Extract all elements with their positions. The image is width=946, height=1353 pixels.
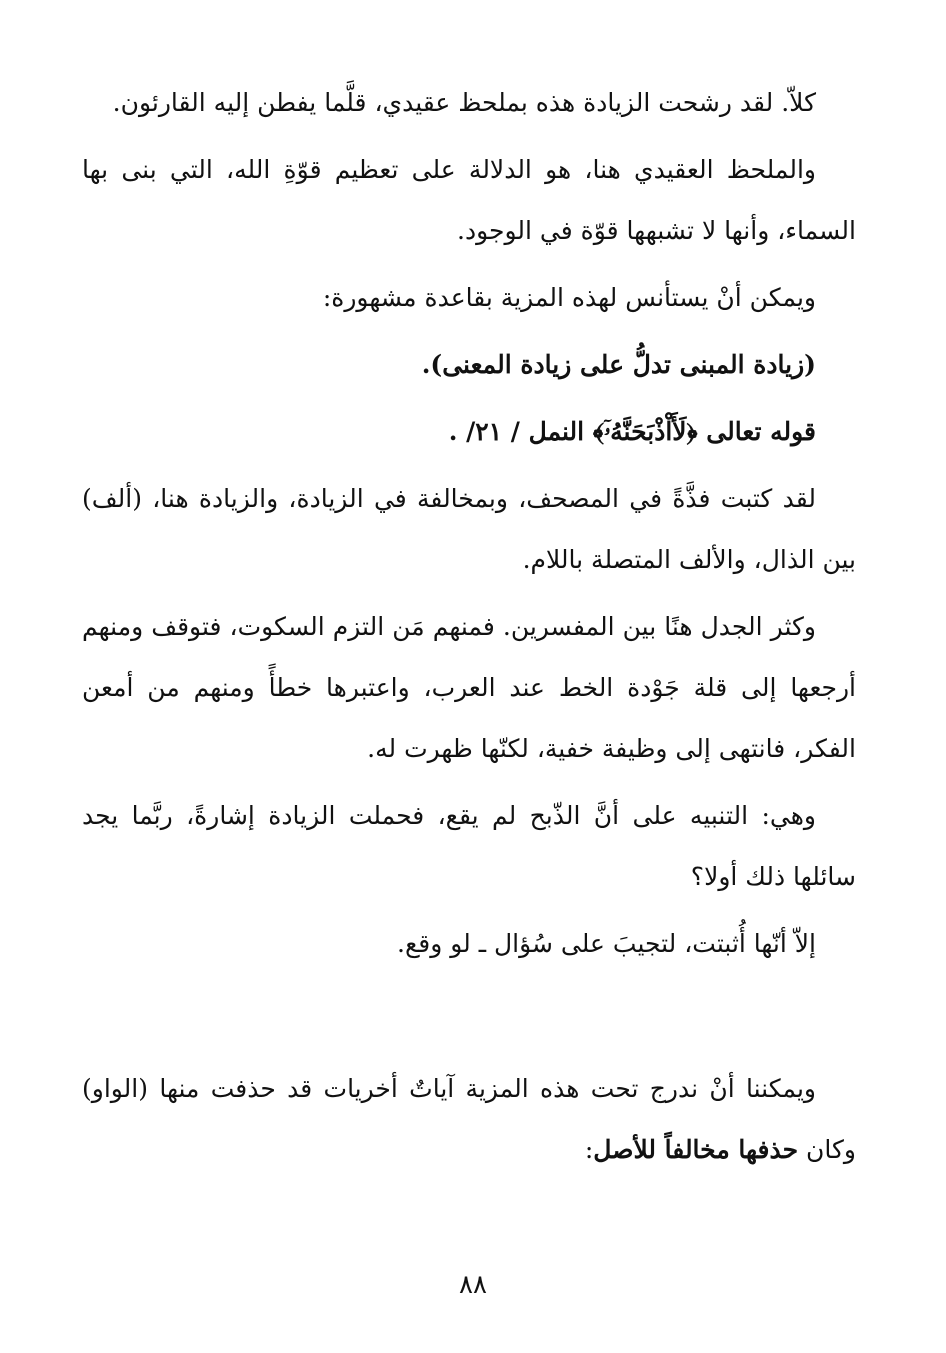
closing-text-before: ويمكننا أنْ ندرج تحت هذه المزية آياتٌ أخريات قد حذفت منها (الواو) وكان: [82, 1074, 856, 1164]
paragraph-9: إلاّ أنّها أُثبتت، لتجيبَ على سُؤال ـ لو وقع.: [397, 929, 816, 958]
paragraph-closing: [82, 1058, 856, 1180]
body-text: [82, 72, 856, 1186]
paragraph-3: ويمكن أنْ يستأنس لهذه المزية بقاعدة مشهورة:: [322, 283, 816, 312]
paragraph-6: لقد كتبت فذَّةً في المصحف، وبمخالفة في الزيادة، والزيادة هنا، (ألف) بين الذال، والألف المتصلة باللام.: [82, 484, 856, 574]
paragraph-8: وهي: التنبيه على أنَّ الذّبح لم يقع، فحملت الزيادة إشارةً، ربَّما يجد سائلها ذلك أولا؟: [82, 801, 856, 891]
paragraph-4: (زيادة المبنى تدلُّ على زيادة المعنى).: [421, 350, 816, 379]
paragraph-5: قوله تعالى ﴿لَأَاْذْبَحَنَّهُۥٓ﴾ النمل / ٢١/ .: [448, 417, 816, 446]
paragraph-2: والملحظ العقيدي هنا، هو الدلالة على تعظيم قوّةِ الله، التي بنى بها السماء، وأنها لا تشبهها قوّة في الوجود.: [82, 155, 856, 245]
section-gap: [82, 980, 856, 1058]
closing-text-after: :: [584, 1135, 594, 1164]
page-number: ٨٨: [459, 1270, 487, 1300]
closing-text-bold: حذفها مخالفاً للأصل: [593, 1135, 799, 1164]
paragraph-7: وكثر الجدل هنًا بين المفسرين. فمنهم مَن التزم السكوت، فتوقف ومنهم أرجعها إلى قلة جَوْدة الخط عند العرب، واعتبرها خطأً ومنهم من أمعن الفكر، فانتهى إلى وظيفة خفية، لكنّها ظهرت له.: [82, 612, 856, 763]
paragraph-1: كلاّ. لقد رشحت الزيادة هذه بملحظ عقيدي، قلَّما يفطن إليه القارئون.: [112, 88, 816, 117]
